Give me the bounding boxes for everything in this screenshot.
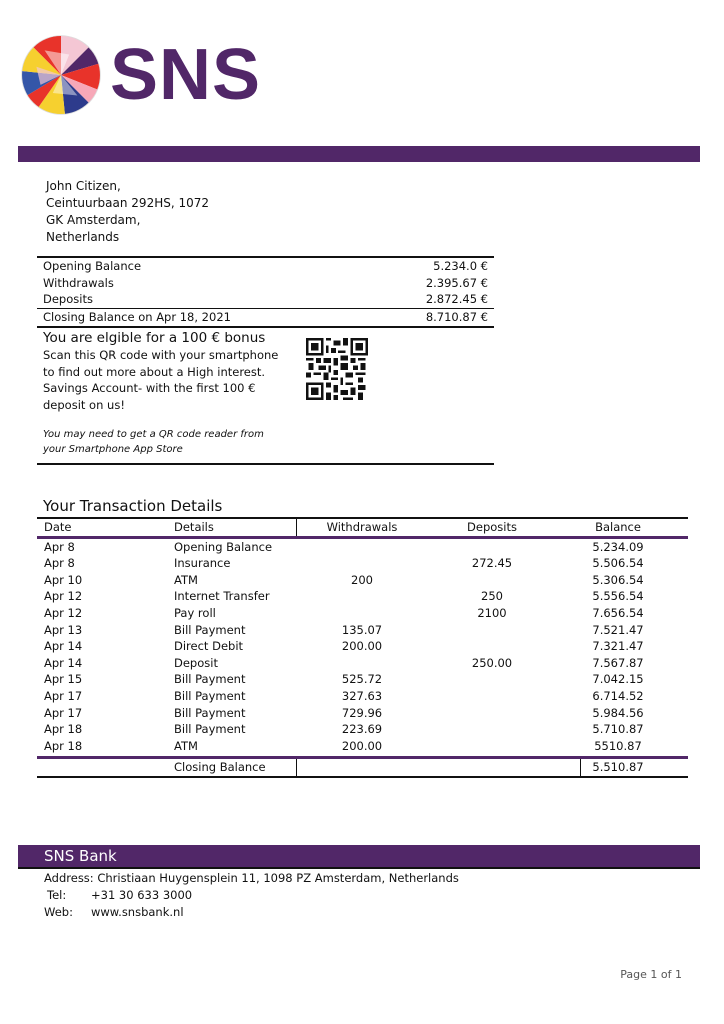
tx-withdrawal: 223.69 bbox=[341, 722, 383, 737]
tx-details: Insurance bbox=[174, 556, 231, 571]
closing-balance-row bbox=[37, 759, 688, 776]
tx-date: Apr 17 bbox=[44, 688, 83, 703]
tx-details: Deposit bbox=[174, 655, 218, 670]
tx-balance: 5510.87 bbox=[594, 738, 642, 753]
transactions-title: Your Transaction Details bbox=[43, 497, 223, 515]
table-row bbox=[37, 588, 688, 605]
summary-amount: 2.395.67 € bbox=[425, 275, 488, 290]
tx-balance: 7.567.87 bbox=[592, 655, 644, 670]
summary-label: Opening Balance bbox=[43, 259, 142, 273]
tx-date: Apr 12 bbox=[44, 589, 83, 604]
tx-withdrawal: 200 bbox=[351, 572, 373, 587]
tx-balance: 5.234.09 bbox=[592, 539, 644, 554]
footer-bank-name: SNS Bank bbox=[44, 847, 117, 865]
tx-date: Apr 14 bbox=[44, 655, 83, 670]
tx-date: Apr 8 bbox=[44, 539, 75, 554]
tx-details: Direct Debit bbox=[174, 639, 244, 654]
table-header-row bbox=[37, 519, 688, 536]
summary-amount: 5.234.0 € bbox=[433, 259, 488, 273]
tx-details: Bill Payment bbox=[174, 672, 246, 687]
tx-withdrawal: 200.00 bbox=[341, 639, 383, 654]
bonus-title: You are elgible for a 100 € bonus bbox=[43, 330, 266, 346]
bonus-note: You may need to get a QR code reader from your Smartphone App Store bbox=[43, 429, 264, 455]
bonus-text: Scan this QR code with your smartphone to find out more about a High interest. Savings Account- with the first 100 € deposit on us! bbox=[43, 348, 279, 412]
tx-withdrawal: 525.72 bbox=[341, 672, 383, 687]
tx-date: Apr 18 bbox=[44, 722, 83, 737]
tx-balance: 5.710.87 bbox=[592, 722, 644, 737]
table-row bbox=[37, 705, 688, 722]
tx-balance: 5.556.54 bbox=[592, 589, 644, 604]
tx-date: Apr 10 bbox=[44, 572, 83, 587]
address-line-1: Ceintuurbaan 292HS, 1072 bbox=[46, 196, 210, 210]
tx-balance: 7.521.47 bbox=[592, 622, 644, 637]
qr-code-icon bbox=[306, 338, 368, 400]
table-row bbox=[37, 605, 688, 622]
summary-amount: 2.872.45 € bbox=[425, 292, 488, 306]
tx-balance: 5.506.54 bbox=[592, 556, 644, 571]
customer-address bbox=[46, 178, 209, 246]
footer-bar bbox=[18, 845, 700, 867]
tx-balance: 7.321.47 bbox=[592, 639, 644, 654]
address-line-2: GK Amsterdam, bbox=[46, 213, 141, 227]
table-row bbox=[37, 539, 688, 556]
summary-row bbox=[37, 275, 494, 292]
tx-details: Internet Transfer bbox=[174, 589, 270, 604]
tx-deposit: 250.00 bbox=[471, 655, 513, 670]
sns-logo-icon bbox=[20, 34, 102, 116]
table-row bbox=[37, 655, 688, 672]
transactions-body bbox=[37, 539, 688, 755]
customer-name: John Citizen, bbox=[46, 179, 121, 193]
column-header: Details bbox=[174, 520, 214, 534]
tx-deposit: 272.45 bbox=[471, 556, 513, 571]
address-country: Netherlands bbox=[46, 230, 120, 244]
table-row bbox=[37, 721, 688, 738]
footer-tel-label: Tel: bbox=[47, 888, 67, 902]
tx-withdrawal: 200.00 bbox=[341, 738, 383, 753]
footer-web-link[interactable]: www.snsbank.nl bbox=[91, 905, 184, 919]
tx-date: Apr 18 bbox=[44, 738, 83, 753]
tx-deposit: 250 bbox=[481, 589, 503, 604]
header-divider-bar bbox=[18, 146, 700, 162]
table-row bbox=[37, 671, 688, 688]
table-row bbox=[37, 572, 688, 589]
summary-label: Withdrawals bbox=[43, 275, 114, 290]
tx-details: ATM bbox=[174, 572, 198, 587]
footer-web-label: Web: bbox=[44, 905, 73, 919]
table-row bbox=[37, 738, 688, 755]
table-row bbox=[37, 555, 688, 572]
tx-details: ATM bbox=[174, 738, 198, 753]
tx-details: Bill Payment bbox=[174, 622, 246, 637]
column-header: Withdrawals bbox=[326, 520, 398, 534]
logo-wordmark: SNS bbox=[110, 35, 262, 115]
tx-details: Bill Payment bbox=[174, 688, 246, 703]
column-header: Date bbox=[44, 520, 72, 534]
tx-details: Bill Payment bbox=[174, 722, 246, 737]
table-row bbox=[37, 622, 688, 639]
tx-details: Pay roll bbox=[174, 605, 216, 620]
summary-label: Closing Balance on Apr 18, 2021 bbox=[43, 309, 231, 324]
summary-label: Deposits bbox=[43, 292, 93, 306]
summary-row bbox=[37, 258, 494, 275]
closing-balance-value: 5.510.87 bbox=[592, 760, 644, 775]
tx-balance: 5.984.56 bbox=[592, 705, 644, 720]
tx-details: Bill Payment bbox=[174, 705, 246, 720]
footer-tel: +31 30 633 3000 bbox=[91, 888, 193, 902]
tx-withdrawal: 729.96 bbox=[341, 705, 383, 720]
tx-balance: 7.042.15 bbox=[592, 672, 644, 687]
column-header: Deposits bbox=[467, 520, 517, 534]
footer-rule bbox=[18, 867, 700, 869]
tx-date: Apr 13 bbox=[44, 622, 83, 637]
tx-withdrawal: 327.63 bbox=[341, 688, 383, 703]
tx-date: Apr 15 bbox=[44, 672, 83, 687]
tx-balance: 6.714.52 bbox=[592, 688, 644, 703]
summary-amount: 8.710.87 € bbox=[425, 309, 488, 324]
footer-address: Address: Christiaan Huygensplein 11, 1098 PZ Amsterdam, Netherlands bbox=[44, 871, 459, 885]
table-row bbox=[37, 688, 688, 705]
tx-date: Apr 14 bbox=[44, 639, 83, 654]
tx-date: Apr 12 bbox=[44, 605, 83, 620]
tx-date: Apr 8 bbox=[44, 556, 75, 571]
summary-row bbox=[37, 291, 494, 308]
summary-closing-row bbox=[37, 308, 494, 326]
page-number: Page 1 of 1 bbox=[620, 968, 682, 981]
tx-details: Opening Balance bbox=[174, 539, 273, 554]
tx-balance: 7.656.54 bbox=[592, 605, 644, 620]
tx-withdrawal: 135.07 bbox=[341, 622, 383, 637]
tx-deposit: 2100 bbox=[477, 605, 507, 620]
column-header: Balance bbox=[595, 520, 641, 534]
transactions-table bbox=[37, 517, 688, 778]
closing-label: Closing Balance bbox=[174, 760, 266, 775]
tx-balance: 5.306.54 bbox=[592, 572, 644, 587]
table-row bbox=[37, 638, 688, 655]
tx-date: Apr 17 bbox=[44, 705, 83, 720]
